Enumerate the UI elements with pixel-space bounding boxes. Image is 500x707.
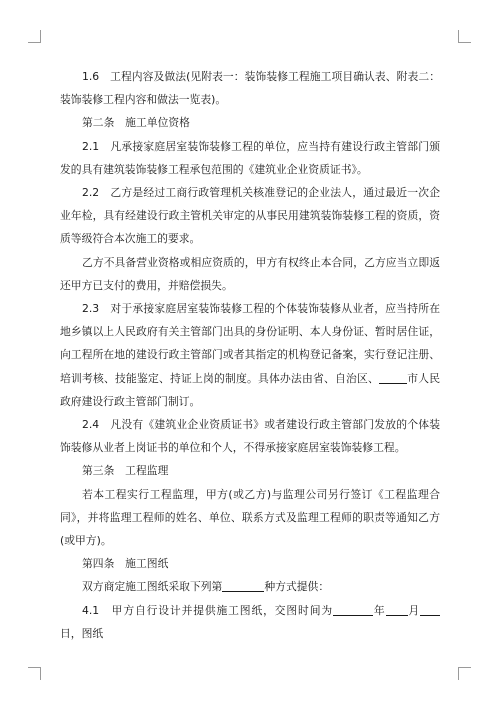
day-blank-field[interactable] bbox=[420, 602, 440, 616]
article-2-title: 第二条 施工单位资格 bbox=[82, 116, 190, 130]
article-3-title: 第三条 工程监理 bbox=[82, 464, 169, 478]
clause-2-1: 2.1 凡承接家庭居室装饰装修工程的单位，应当持有建设行政主管部门颁发的具有建筑装饰装修工程承包范围的《建筑业企业资质证书》。 bbox=[60, 139, 440, 176]
clause-2-2-continued: 乙方不具备营业资格或相应资质的，甲方有权终止本合同，乙方应当立即返还甲方已支付的费用，并赔偿损失。 bbox=[60, 255, 440, 292]
document-body bbox=[60, 65, 440, 645]
clause-4-intro-text-end: 种方式提供： bbox=[264, 580, 330, 594]
clause-4-1-text: 4.1 甲方自行设计并提供施工图纸，交图时间为 bbox=[82, 603, 333, 617]
corner-mark-bottom-left bbox=[28, 667, 41, 680]
clause-3-1: 若本工程实行工程监理，甲方(或乙方)与监理公司另行签订《工程监理合同》，并将监理工程师的姓名、单位、联系方式及监理工程师的职责等通知乙方(或甲方)。 bbox=[60, 487, 440, 548]
month-label: 月 bbox=[407, 603, 421, 617]
clause-4-intro bbox=[60, 575, 440, 598]
corner-mark-top-right bbox=[458, 30, 471, 43]
clause-2-3-text-end: 市人民政府建设行政主管部门制订。 bbox=[60, 371, 440, 408]
day-label: 日，图纸 bbox=[60, 626, 104, 640]
clause-2-2: 2.2 乙方是经过工商行政管理机关核准登记的企业法人，通过最近一次企业年检，具有经建设行政主管机关审定的从事民用建筑装饰装修工程的资质，资质等级符合本次施工的要求。 bbox=[60, 186, 440, 246]
clause-4-intro-text: 双方商定施工图纸采取下列第 bbox=[82, 580, 223, 594]
corner-mark-top-left bbox=[28, 30, 41, 43]
method-number-blank-field[interactable] bbox=[222, 578, 264, 592]
clause-4-1 bbox=[60, 599, 440, 645]
article-4-title: 第四条 施工图纸 bbox=[82, 557, 169, 571]
clause-2-3-text: 2.3 对于承接家庭居室装饰装修工程的个体装饰装修从业者，应当持所在地乡镇以上人民政府有关主管部门出具的身份证明、本人身份证、暂时居住证，向工程所在地的建设行政主管部门或者其指定的机构登记备案，实行登记注册、培训考核、技能鉴定、持证上岗的制度。具体办法由省、自治区、 bbox=[60, 302, 440, 385]
clause-2-4: 2.4 凡没有《建筑业企业资质证书》或者建设行政主管部门发放的个体装饰装修从业者上岗证书的单位和个人，不得承接家庭居室装饰装修工程。 bbox=[60, 418, 440, 455]
city-blank-field[interactable] bbox=[379, 370, 407, 384]
year-blank-field[interactable] bbox=[333, 602, 373, 616]
month-blank-field[interactable] bbox=[386, 602, 408, 616]
corner-mark-bottom-right bbox=[458, 667, 471, 680]
year-label: 年 bbox=[373, 603, 386, 617]
clause-2-3 bbox=[60, 297, 440, 413]
clause-1-6: 1.6 工程内容及做法(见附表一：装饰装修工程施工项目确认表、附表二：装饰装修工程内容和做法一览表)。 bbox=[60, 70, 440, 107]
